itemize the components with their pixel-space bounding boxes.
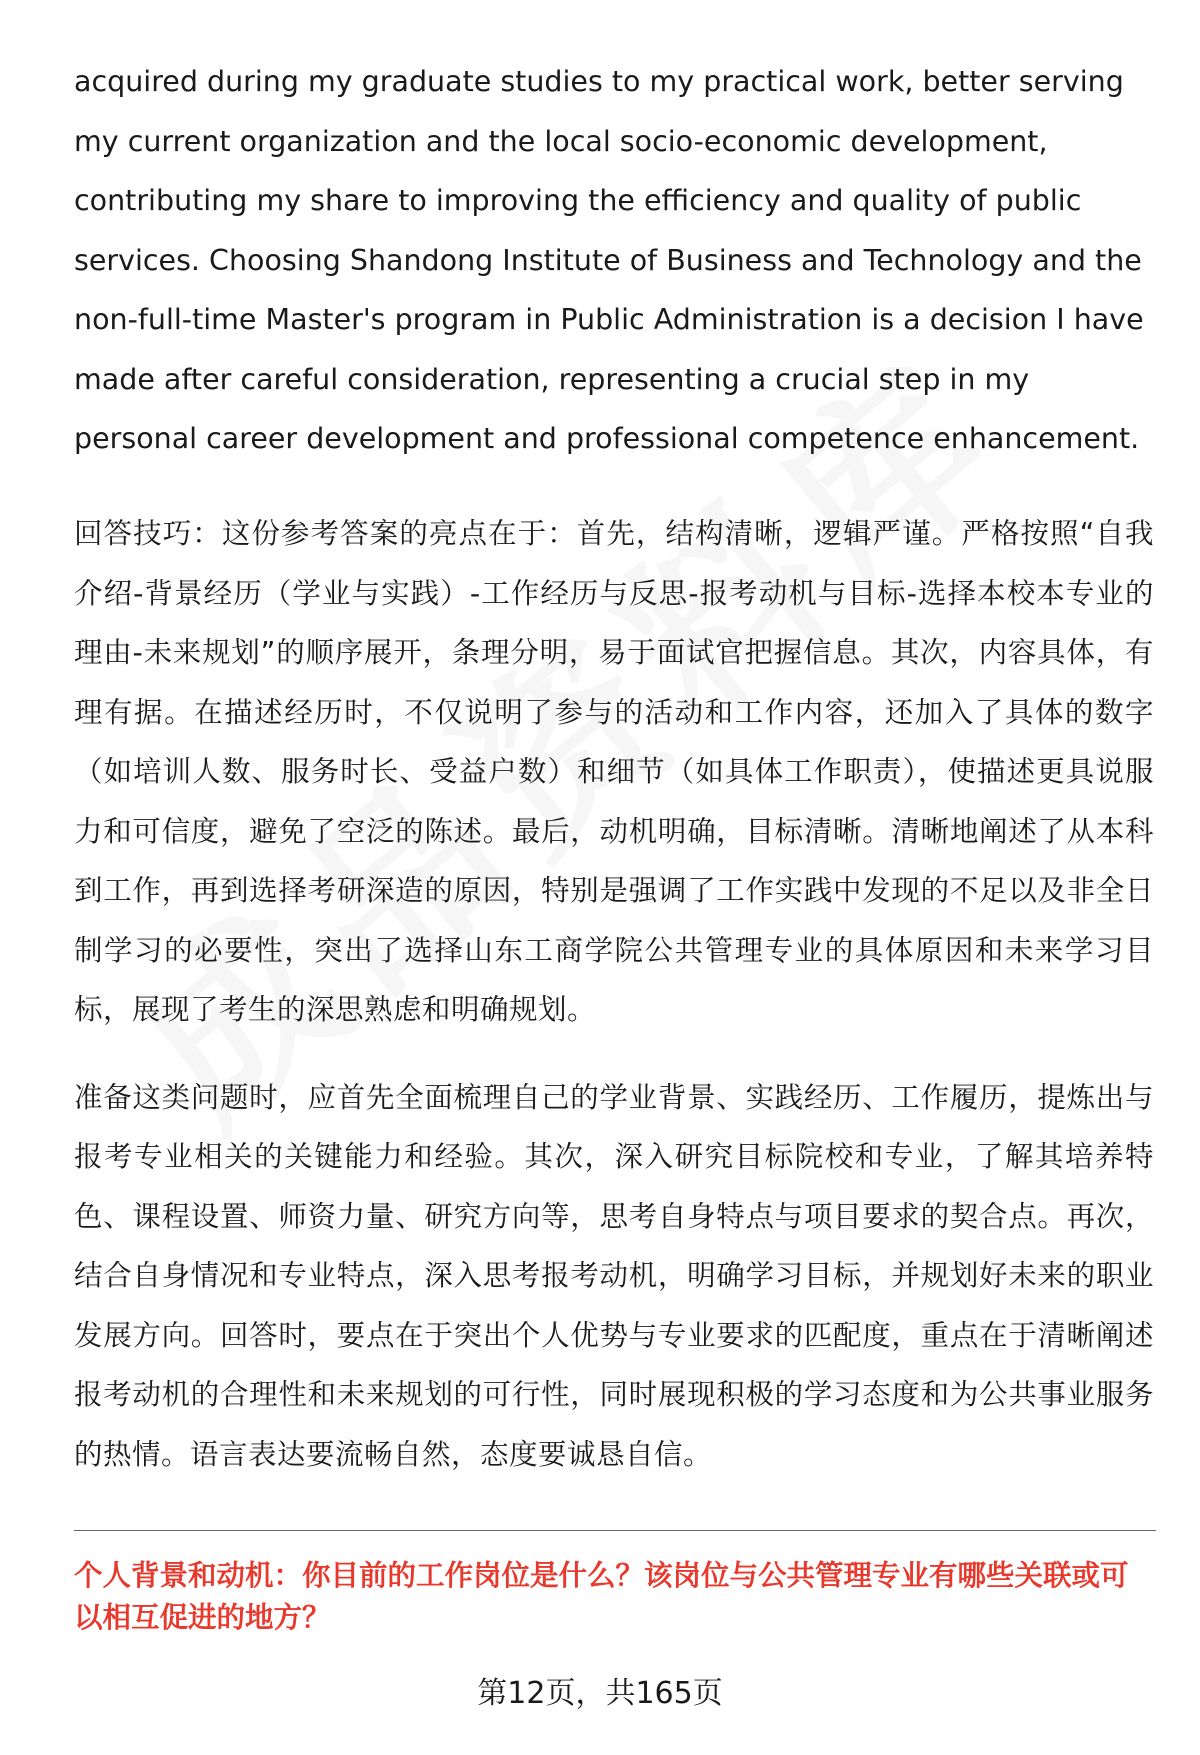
next-question-heading: 个人背景和动机：你目前的工作岗位是什么？该岗位与公共管理专业有哪些关联或可以相互促进的地方？ bbox=[74, 1559, 1129, 1634]
answer-tips-paragraph: 回答技巧：这份参考答案的亮点在于：首先，结构清晰，逻辑严谨。严格按照“自我介绍-背景经历（学业与实践）-工作经历与反思-报考动机与目标-选择本校本专业的理由-未来规划”的顺序展开，条理分明，易于面试官把握信息。其次，内容具体，有理有据。在描述经历时，不仅说明了参与的活动和工作内容，还加入了具体的数字（如培训人数、服务时长、受益户数）和细节（如具体工作职责），使描述更具说服力和可信度，避免了空泛的陈述。最后，动机明确，目标清晰。清晰地阐述了从本科到工作，再到选择考研深造的原因，特别是强调了工作实践中发现的不足以及非全日制学习的必要性，突出了选择山东工商学院公共管理专业的具体原因和未来学习目标，展现了考生的深思熟虑和明确规划。 bbox=[74, 517, 1154, 1026]
preparation-advice-paragraph: 准备这类问题时，应首先全面梳理自己的学业背景、实践经历、工作履历，提炼出与报考专业相关的关键能力和经验。其次，深入研究目标院校和专业，了解其培养特色、课程设置、师资力量、研究方向等，思考自身特点与项目要求的契合点。再次，结合自身情况和专业特点，深入思考报考动机，明确学习目标，并规划好未来的职业发展方向。回答时，要点在于突出个人优势与专业要求的匹配度，重点在于清晰阐述报考动机的合理性和未来规划的可行性，同时展现积极的学习态度和为公共事业服务的热情。语言表达要流畅自然，态度要诚恳自信。 bbox=[74, 1080, 1154, 1471]
answer-paragraph-english: acquired during my graduate studies to my practical work, better serving my current organization and the local socio-economic development, contributing my share to improving the efficiency and quality of public services. Choosing Shandong Institute of Business and Technology and the non-full-time Master's program in Public Administration is a decision I have made after careful consideration, representing a crucial step in my personal career development and professional competence enhancement. bbox=[74, 65, 1144, 455]
section-divider bbox=[74, 1530, 1156, 1531]
document-body bbox=[74, 52, 1154, 1484]
page-number-footer: 第12页，共165页 bbox=[477, 1676, 723, 1711]
